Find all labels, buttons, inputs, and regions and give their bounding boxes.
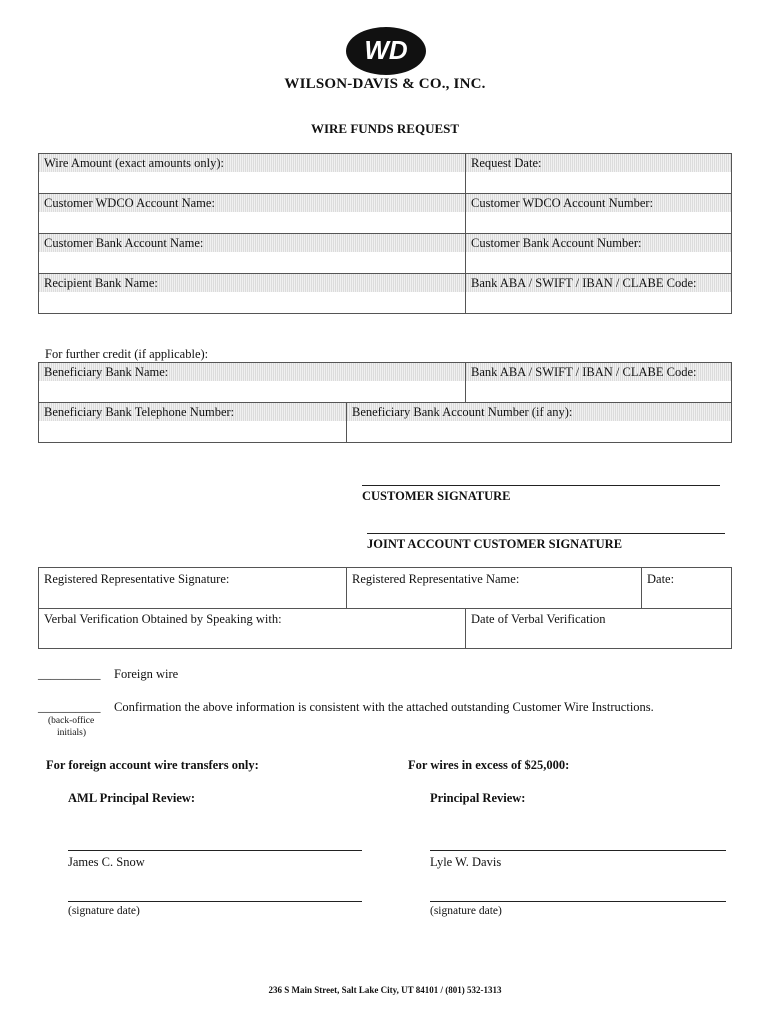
- wire-details-table: [38, 153, 732, 314]
- form-title: WIRE FUNDS REQUEST: [310, 121, 460, 136]
- footer-address: 236 S Main Street, Salt Lake City, UT 84101 / (801) 532-1313: [268, 985, 502, 995]
- customer-account-number-field[interactable]: [466, 194, 731, 233]
- foreign-wire-blank[interactable]: __________: [38, 667, 101, 681]
- beneficiary-bank-name-label: Beneficiary Bank Name:: [39, 363, 465, 381]
- wilson-davis-logo: [345, 26, 427, 76]
- initials-note-line2: initials): [57, 728, 87, 738]
- beneficiary-bank-name-field[interactable]: [39, 363, 465, 402]
- company-name: WILSON-DAVIS & CO., INC.: [284, 76, 486, 92]
- foreign-transfer-heading: For foreign account wire transfers only:: [46, 758, 259, 772]
- further-credit-heading: For further credit (if applicable):: [45, 347, 209, 361]
- customer-signature-label: CUSTOMER SIGNATURE: [362, 489, 511, 503]
- customer-bank-account-name-label: Customer Bank Account Name:: [39, 234, 465, 252]
- rep-name-label: Registered Representative Name:: [352, 572, 520, 586]
- representative-table: [38, 567, 732, 649]
- customer-account-name-field[interactable]: [39, 194, 465, 233]
- request-date-label: Request Date:: [466, 154, 731, 172]
- beneficiary-bank-code-field[interactable]: [466, 363, 731, 402]
- verbal-verification-field[interactable]: [39, 609, 465, 648]
- beneficiary-phone-field[interactable]: [39, 403, 346, 442]
- rep-signature-label: Registered Representative Signature:: [44, 572, 230, 586]
- principal-date-line[interactable]: [430, 901, 726, 902]
- recipient-bank-code-label: Bank ABA / SWIFT / IBAN / CLABE Code:: [466, 274, 731, 292]
- rep-signature-field[interactable]: [39, 568, 346, 608]
- beneficiary-bank-code-label: Bank ABA / SWIFT / IBAN / CLABE Code:: [466, 363, 731, 381]
- logo-text: WD: [364, 35, 408, 65]
- joint-signature-label: JOINT ACCOUNT CUSTOMER SIGNATURE: [367, 537, 623, 551]
- aml-signature-line[interactable]: [68, 850, 362, 851]
- wire-amount-field[interactable]: [39, 154, 465, 193]
- recipient-bank-code-field[interactable]: [466, 274, 731, 313]
- verbal-verification-label: Verbal Verification Obtained by Speaking with:: [44, 612, 282, 626]
- principal-name: Lyle W. Davis: [430, 855, 502, 869]
- confirmation-blank[interactable]: __________: [38, 700, 101, 714]
- verbal-date-label: Date of Verbal Verification: [471, 612, 606, 626]
- customer-bank-account-number-label: Customer Bank Account Number:: [466, 234, 731, 252]
- principal-signature-date-label: (signature date): [430, 905, 502, 917]
- customer-bank-account-number-field[interactable]: [466, 234, 731, 273]
- customer-bank-account-name-field[interactable]: [39, 234, 465, 273]
- beneficiary-account-number-field[interactable]: [347, 403, 731, 442]
- rep-name-field[interactable]: [347, 568, 641, 608]
- customer-account-name-label: Customer WDCO Account Name:: [39, 194, 465, 212]
- excess-wire-heading: For wires in excess of $25,000:: [408, 758, 570, 772]
- beneficiary-phone-label: Beneficiary Bank Telephone Number:: [39, 403, 346, 421]
- rep-date-field[interactable]: [642, 568, 731, 608]
- verbal-date-field[interactable]: [466, 609, 731, 648]
- joint-signature-line[interactable]: [367, 533, 725, 534]
- confirmation-label: Confirmation the above information is consistent with the attached outstanding Customer Wire Instructions.: [114, 700, 654, 714]
- principal-signature-line[interactable]: [430, 850, 726, 851]
- initials-note-line1: (back-office: [48, 716, 95, 726]
- wire-amount-label: Wire Amount (exact amounts only):: [39, 154, 465, 172]
- aml-signature-date-label: (signature date): [68, 905, 140, 917]
- aml-date-line[interactable]: [68, 901, 362, 902]
- customer-signature-line[interactable]: [362, 485, 720, 486]
- recipient-bank-name-label: Recipient Bank Name:: [39, 274, 465, 292]
- aml-review-label: AML Principal Review:: [68, 791, 196, 805]
- rep-date-label: Date:: [647, 572, 675, 586]
- beneficiary-account-number-label: Beneficiary Bank Account Number (if any):: [347, 403, 731, 421]
- request-date-field[interactable]: [466, 154, 731, 193]
- foreign-wire-label: Foreign wire: [114, 667, 179, 681]
- principal-review-label: Principal Review:: [430, 791, 526, 805]
- recipient-bank-name-field[interactable]: [39, 274, 465, 313]
- customer-account-number-label: Customer WDCO Account Number:: [466, 194, 731, 212]
- beneficiary-table: [38, 362, 732, 443]
- aml-principal-name: James C. Snow: [68, 855, 145, 869]
